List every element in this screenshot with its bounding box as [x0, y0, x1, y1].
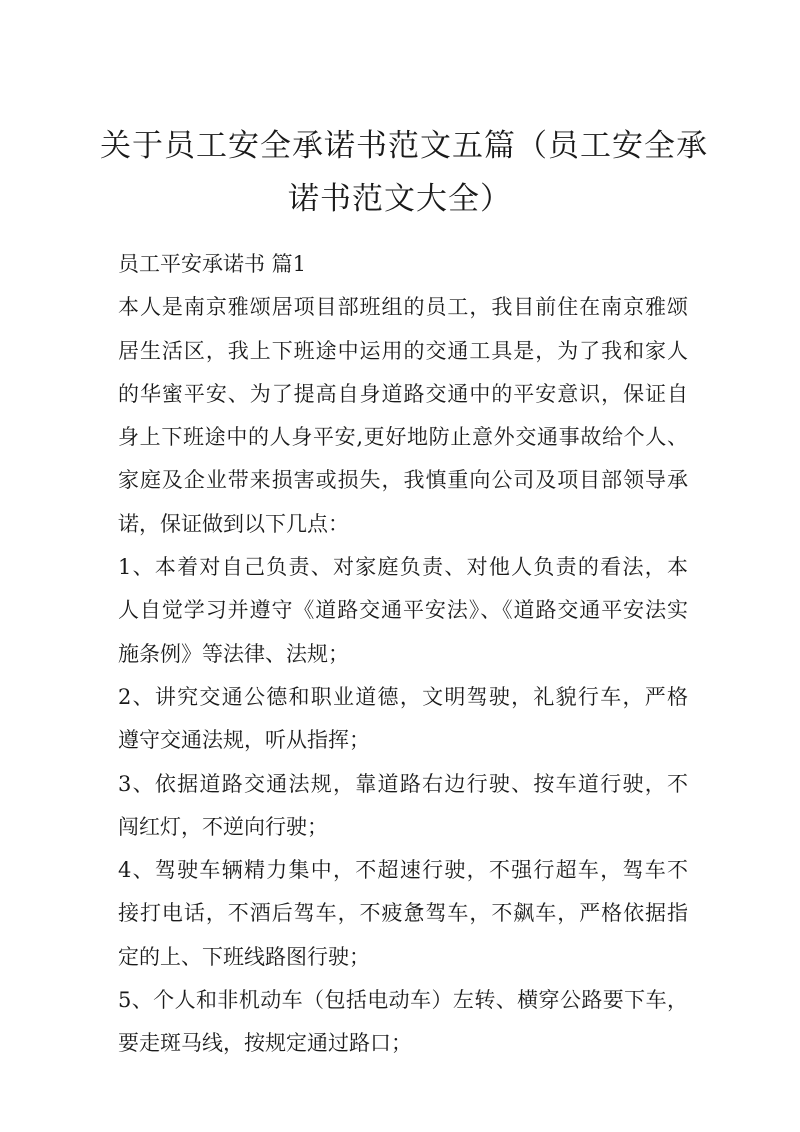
intro-line: 本人是南京雅颂居项目部班组的员工，我目前住在南京雅颂 [118, 295, 688, 320]
item-line: 接打电话，不酒后驾车，不疲惫驾车，不飙车，严格依据指 [118, 901, 688, 926]
intro-line: 诺，保证做到以下几点： [118, 511, 349, 536]
title-line-1: 关于员工安全承诺书范文五篇（员工安全承 [100, 128, 708, 164]
item-line: 3、依据道路交通法规，靠道路右边行驶、按车道行驶，不 [118, 771, 688, 796]
section-heading-text: 员工平安承诺书 篇1 [118, 252, 307, 276]
document-title [100, 120, 708, 226]
list-item-2 [118, 676, 688, 763]
intro-line: 家庭及企业带来损害或损失，我慎重向公司及项目部领导承 [118, 468, 688, 493]
item-line: 5、个人和非机动车（包括电动车）左转、横穿公路要下车， [118, 988, 688, 1013]
list-item-5 [118, 979, 688, 1066]
intro-line: 居生活区，我上下班途中运用的交通工具是，为了我和家人 [118, 338, 688, 363]
section-heading [118, 243, 688, 286]
intro-paragraph [118, 286, 688, 546]
intro-line: 身上下班途中的人身平安,更好地防止意外交通事故给个人、 [118, 425, 688, 450]
item-line: 1、本着对自己负责、对家庭负责、对他人负责的看法，本 [118, 555, 688, 580]
list-item-3 [118, 763, 688, 850]
item-line: 人自觉学习并遵守《道路交通平安法》、《道路交通平安法实 [118, 598, 688, 623]
item-line: 定的上、下班线路图行驶； [118, 944, 370, 969]
list-item-4 [118, 849, 688, 979]
item-line: 遵守交通法规，听从指挥； [118, 728, 370, 753]
item-line: 要走斑马线，按规定通过路口； [118, 1031, 412, 1056]
title-line-2: 诺书范文大全） [288, 181, 512, 217]
item-line: 施条例》等法律、法规； [118, 641, 349, 666]
list-item-1 [118, 546, 688, 676]
item-line: 2、讲究交通公德和职业道德，文明驾驶，礼貌行车，严格 [118, 684, 688, 709]
item-line: 4、驾驶车辆精力集中，不超速行驶，不强行超车，驾车不 [118, 858, 688, 883]
document-body [118, 243, 688, 1066]
intro-line: 的华蜜平安、为了提高自身道路交通中的平安意识，保证自 [118, 381, 688, 406]
item-line: 闯红灯，不逆向行驶； [118, 814, 328, 839]
